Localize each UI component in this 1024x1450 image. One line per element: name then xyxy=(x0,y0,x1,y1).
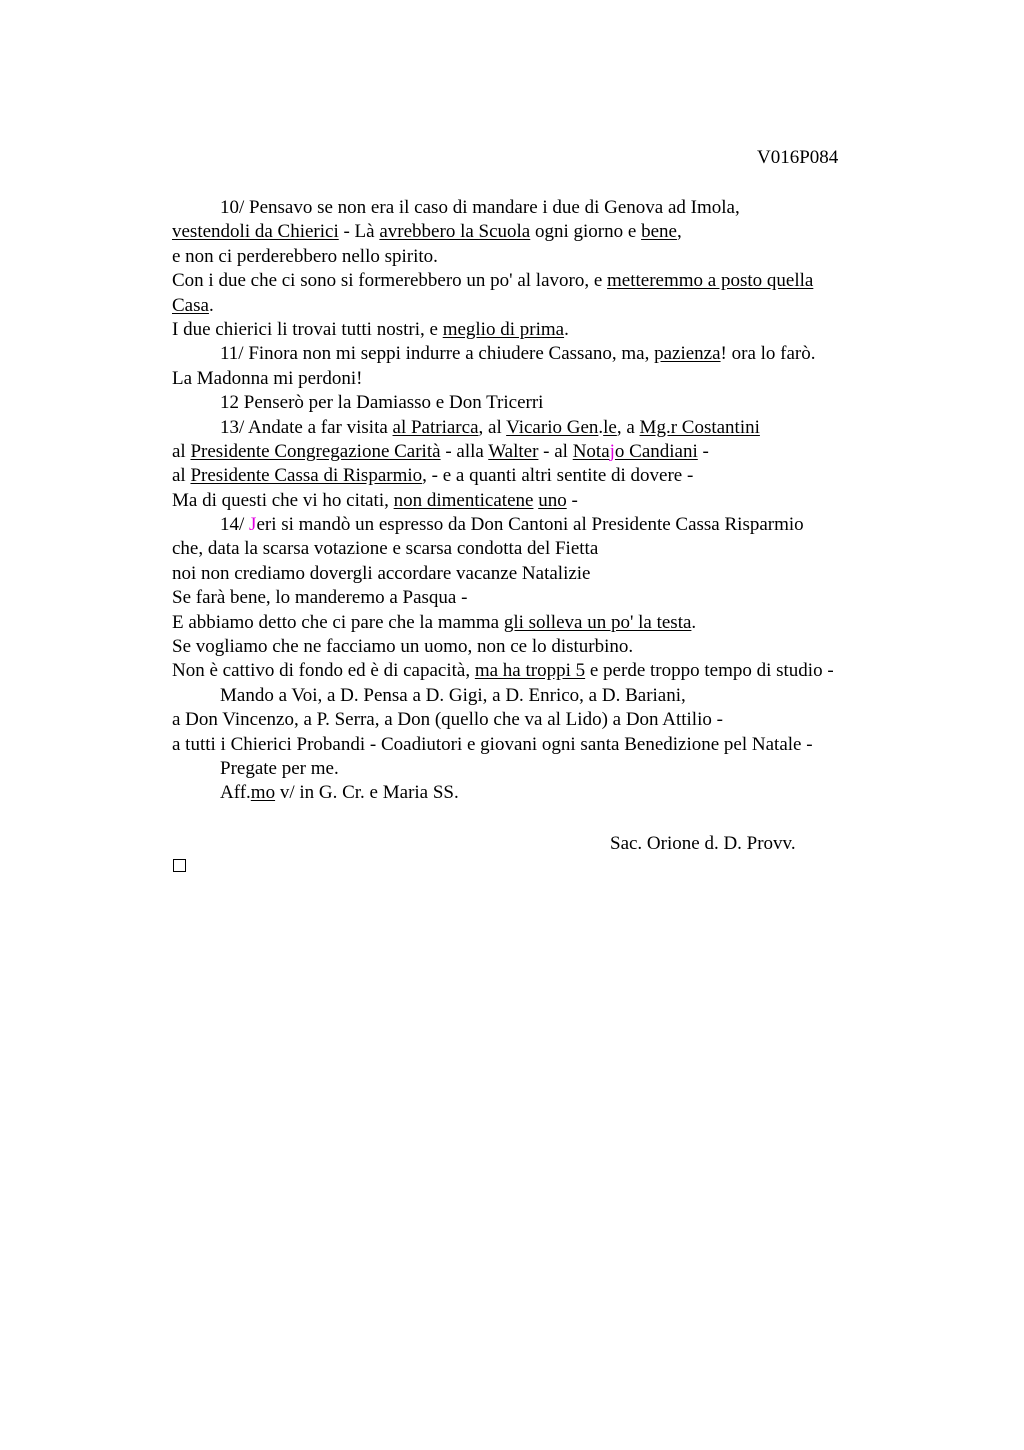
underlined-text: gli solleva un po' la testa xyxy=(503,611,692,633)
text-segment: 14/ xyxy=(220,514,250,536)
underlined-text: j xyxy=(609,440,615,462)
underlined-text: Presidente Cassa di Risparmio xyxy=(190,465,423,487)
text-line xyxy=(172,562,912,586)
text-line xyxy=(172,635,912,659)
text-segment: 12 Penserò per la Damiasso e Don Tricerri xyxy=(220,392,544,414)
text-line xyxy=(172,391,912,415)
text-segment: 11/ Finora non mi seppi indurre a chiudere Cassano, ma, xyxy=(220,343,655,365)
text-segment: 13/ Andate a far visita xyxy=(220,416,393,438)
text-segment: E abbiamo detto che ci pare che la mamma xyxy=(172,611,504,633)
text-segment: . xyxy=(598,416,604,438)
text-segment: - xyxy=(697,440,709,462)
underlined-text: bene xyxy=(641,221,677,243)
text-line xyxy=(172,513,912,537)
text-segment: - al xyxy=(538,440,573,462)
correction-text: J xyxy=(249,514,257,536)
text-segment: , - e a quanti altri sentite di dovere - xyxy=(422,465,694,487)
underlined-text: uno xyxy=(538,489,567,511)
text-segment: ! ora lo farò. xyxy=(720,343,816,365)
text-line xyxy=(172,781,912,805)
text-segment: v/ in G. Cr. e Maria SS. xyxy=(275,782,459,804)
text-line xyxy=(172,269,912,293)
text-segment: I due chierici li trovai tutti nostri, e xyxy=(172,318,443,340)
text-segment: , a xyxy=(616,416,640,438)
text-line xyxy=(172,611,912,635)
text-segment: Se farà bene, lo manderemo a Pasqua - xyxy=(172,587,468,609)
text-line xyxy=(172,440,912,464)
underlined-text: Nota xyxy=(572,440,610,462)
underlined-text: al Patriarca xyxy=(392,416,479,438)
underlined-text: mo xyxy=(250,782,276,804)
text-line xyxy=(172,416,912,440)
text-segment: Mando a Voi, a D. Pensa a D. Gigi, a D. Enrico, a D. Bariani, xyxy=(220,684,686,706)
underlined-text: avrebbero la Scuola xyxy=(379,221,531,243)
underlined-text: Walter xyxy=(488,440,539,462)
text-segment: - alla xyxy=(440,440,489,462)
underlined-text: ma ha troppi 5 xyxy=(474,660,586,682)
underlined-text: metteremmo a posto quella xyxy=(607,270,814,292)
text-segment: Non è cattivo di fondo ed è di capacità, xyxy=(172,660,475,682)
text-segment: al xyxy=(172,465,191,487)
text-line xyxy=(172,342,912,366)
underlined-text: Vicario Gen xyxy=(506,416,599,438)
text-segment: Se vogliamo che ne facciamo un uomo, non ce lo disturbino. xyxy=(172,636,634,658)
text-segment: al xyxy=(172,440,191,462)
text-segment: e non ci perderebbero nello spirito. xyxy=(172,245,438,267)
underlined-text: meglio di prima xyxy=(442,318,565,340)
underlined-text: vestendoli da Chierici xyxy=(172,221,339,243)
text-segment: , xyxy=(676,221,682,243)
text-line xyxy=(172,708,912,732)
text-segment: - xyxy=(566,489,578,511)
underlined-text: Casa xyxy=(172,294,209,316)
text-segment: 10/ Pensavo se non era il caso di mandare i due di Genova ad Imola, xyxy=(220,197,740,218)
text-line xyxy=(172,294,912,318)
text-line xyxy=(172,733,912,757)
text-segment: a Don Vincenzo, a P. Serra, a Don (quello che va al Lido) a Don Attilio - xyxy=(172,709,723,731)
text-segment: e perde troppo tempo di studio - xyxy=(585,660,834,682)
text-segment: Pregate per me. xyxy=(220,757,339,779)
underlined-text: Presidente Congregazione Carità xyxy=(190,440,441,462)
text-segment: . xyxy=(564,318,569,340)
text-line xyxy=(172,586,912,610)
text-line xyxy=(172,489,912,513)
text-segment: , al xyxy=(478,416,507,438)
text-line xyxy=(172,757,912,781)
underlined-text: o Candiani xyxy=(614,440,698,462)
text-segment: Con i due che ci sono si formerebbero un po' al lavoro, e xyxy=(172,270,608,292)
text-line xyxy=(172,464,912,488)
text-line xyxy=(172,659,912,683)
text-segment: che, data la scarsa votazione e scarsa condotta del Fietta xyxy=(172,538,599,560)
empty-square-icon xyxy=(173,859,186,872)
underlined-text: non dimenticatene xyxy=(393,489,534,511)
text-line xyxy=(172,537,912,561)
text-line xyxy=(172,196,912,220)
text-segment: Ma di questi che vi ho citati, xyxy=(172,489,394,511)
signature: Sac. Orione d. D. Provv. xyxy=(610,833,796,854)
underlined-text: le xyxy=(603,416,617,438)
text-segment: eri si mandò un espresso da Don Cantoni al Presidente Cassa Risparmio xyxy=(256,514,804,536)
text-line xyxy=(172,684,912,708)
document-reference: V016P084 xyxy=(757,147,839,168)
letter-body xyxy=(172,196,912,806)
underlined-text: Mg.r Costantini xyxy=(639,416,760,438)
text-segment: a tutti i Chierici Probandi - Coadiutori e giovani ogni santa Benedizione pel Natale - xyxy=(172,733,813,755)
text-line xyxy=(172,245,912,269)
text-line xyxy=(172,367,912,391)
text-segment: noi non crediamo dovergli accordare vacanze Natalizie xyxy=(172,562,591,584)
text-line xyxy=(172,318,912,342)
text-segment: . xyxy=(208,294,214,316)
text-segment: Aff. xyxy=(220,782,251,804)
text-segment: La Madonna mi perdoni! xyxy=(172,367,363,389)
text-line xyxy=(172,220,912,244)
text-segment: ogni giorno e xyxy=(530,221,642,243)
underlined-text: pazienza xyxy=(654,343,721,365)
text-segment: - Là xyxy=(338,221,380,243)
text-segment: . xyxy=(691,611,697,633)
